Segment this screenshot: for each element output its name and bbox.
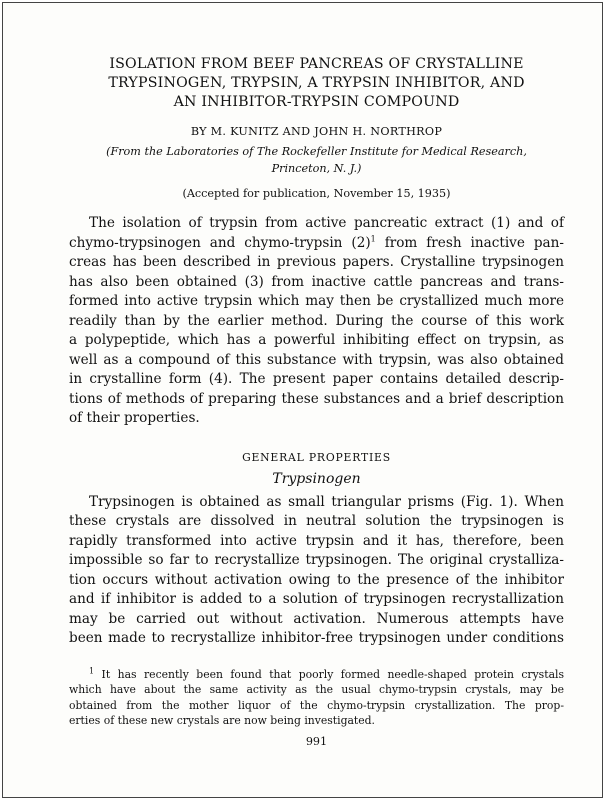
footnote-line: erties of these new crystals are now being investigated. — [69, 714, 375, 728]
text-line: The isolation of trypsin from active pancreatic extract (1) and of — [89, 215, 564, 231]
affiliation-line: Princeton, N. J.) — [271, 162, 362, 175]
text-line: well as a compound of this substance with trypsin, was also obtained — [69, 351, 564, 368]
text-line: in crystalline form (4). The present paper contains detailed descrip- — [69, 371, 564, 387]
intro-paragraph — [69, 214, 564, 429]
text-line: has also been obtained (3) from inactive cattle pancreas and trans- — [69, 273, 564, 290]
footnote — [69, 667, 564, 729]
affiliation-line: (From the Laboratories of The Rockefeller Institute for Medical Research, — [106, 145, 527, 158]
text-line: a polypeptide, which has a powerful inhibiting effect on trypsin, as — [69, 332, 564, 348]
section-heading: GENERAL PROPERTIES — [242, 450, 391, 464]
text-line: may be carried out without activation. Numerous attempts have — [69, 610, 564, 627]
text-line: impossible so far to recrystallize trypsinogen. The original crystalliza- — [69, 552, 564, 568]
text-line: Trypsinogen is obtained as small triangular prisms (Fig. 1). When — [89, 493, 564, 510]
text-line: rapidly transformed into active trypsin and it has, therefore, been — [69, 532, 564, 549]
text-line: been made to recrystallize inhibitor-free trypsinogen under conditions — [69, 630, 564, 646]
footnote-marker: 1 — [89, 665, 95, 675]
authors: BY M. KUNITZ AND JOHN H. NORTHROP — [190, 125, 443, 138]
article-title — [69, 55, 564, 112]
text-line: tion occurs without activation owing to the presence of the inhibitor — [69, 571, 564, 588]
trypsinogen-paragraph — [69, 493, 564, 649]
title-line: AN INHIBITOR-TRYPSIN COMPOUND — [173, 94, 460, 110]
footnote-line: which have about the same activity as the usual chymo-trypsin crystals, may be — [69, 683, 564, 697]
text-line: creas has been described in previous papers. Crystalline trypsinogen — [69, 254, 564, 270]
text-line: formed into active trypsin which may then be crystallized much more — [69, 293, 564, 309]
text-line: of their properties. — [69, 410, 200, 426]
footnote-line: obtained from the mother liquor of the chymo-trypsin crystallization. The prop- — [69, 698, 564, 712]
title-line: ISOLATION FROM BEEF PANCREAS OF CRYSTALLINE — [109, 56, 524, 72]
text-fragment: chymo-trypsinogen and chymo-trypsin (2) — [69, 234, 371, 251]
footnote-line — [69, 667, 564, 683]
paper-page — [2, 2, 603, 798]
text-line: readily than by the earlier method. During the course of this work — [69, 312, 564, 329]
affiliation — [69, 143, 564, 177]
page-number: 991 — [305, 734, 328, 748]
text-line: and if inhibitor is added to a solution of trypsinogen recrystallization — [69, 591, 564, 607]
text-fragment: from fresh inactive pan- — [375, 234, 564, 251]
subsection-heading: Trypsinogen — [272, 470, 361, 487]
footnote-ref[interactable]: 1 — [370, 233, 376, 243]
text-line: these crystals are dissolved in neutral solution the trypsinogen is — [69, 513, 564, 529]
title-line: TRYPSINOGEN, TRYPSIN, A TRYPSIN INHIBITOR, AND — [108, 75, 525, 91]
text-line — [69, 234, 564, 254]
accepted-date: (Accepted for publication, November 15, 1935) — [182, 187, 451, 200]
text-line: tions of methods of preparing these substances and a brief description — [69, 390, 564, 407]
text-fragment: It has recently been found that poorly formed needle-shaped protein crystals — [94, 667, 564, 681]
